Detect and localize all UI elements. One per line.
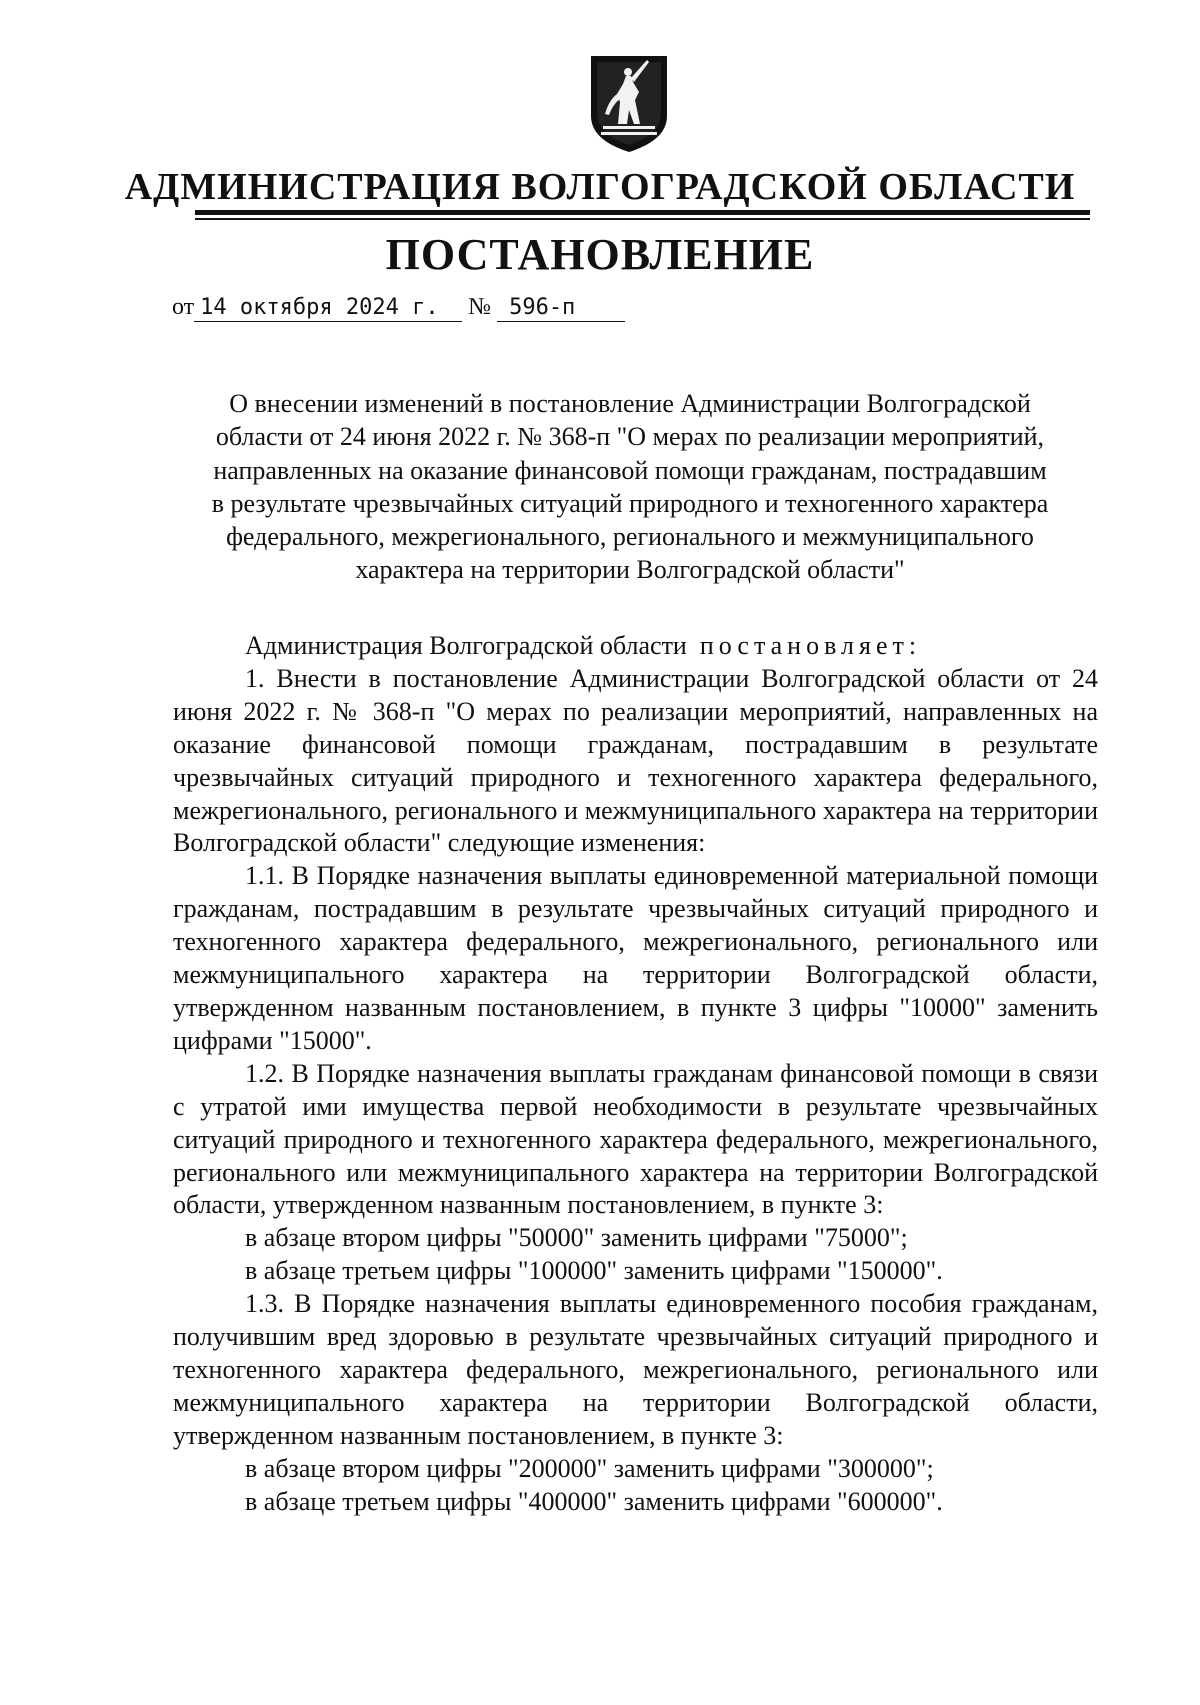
subject-line: федерального, межрегионального, регионального и межмуниципального: [226, 522, 1034, 552]
date-field: [194, 294, 462, 322]
paragraph-1-1: 1.1. В Порядке назначения выплаты единовременной материальной помощи гражданам, пострадавшим в результате чрезвычайных ситуаций природного и техногенного характера федерального, межрегионального, регионального или межмуниципального характера на территории Волгоградской области, утвержденном названным постановлением, в пункте 3 цифры "10000" заменить цифрами "15000".: [173, 861, 1098, 1055]
document-type: ПОСТАНОВЛЕНИЕ: [385, 230, 815, 279]
paragraph-1-2-a: в абзаце втором цифры "50000" заменить цифрами "75000";: [245, 1223, 908, 1253]
paragraph-1-3-b: в абзаце третьем цифры "400000" заменить цифрами "600000".: [245, 1486, 943, 1516]
paragraph-1-2-b: в абзаце третьем цифры "100000" заменить цифрами "150000".: [245, 1256, 943, 1286]
document-subject: [160, 387, 1100, 587]
document-number: 596-п: [509, 295, 576, 320]
paragraph-1-3-a: в абзаце втором цифры "200000" заменить цифрами "300000";: [245, 1453, 934, 1483]
paragraph-1-3: 1.3. В Порядке назначения выплаты единовременного пособия гражданам, получившим вред здоровью в результате чрезвычайных ситуаций природного и техногенного характера федерального, межрегионального, регионального или межмуниципального характера на территории Волгоградской области, утвержденном названным постановлением, в пункте 3:: [173, 1289, 1098, 1450]
subject-line: направленных на оказание финансовой помощи гражданам, пострадавшим: [213, 455, 1047, 485]
document-dateline: [172, 294, 625, 322]
subject-line: характера на территории Волгоградской области": [355, 555, 905, 585]
enacting-verb: постановляет:: [699, 631, 922, 660]
number-label: №: [468, 294, 492, 320]
enacting-subject: Администрация Волгоградской области: [245, 631, 687, 660]
header-rule-thick: [195, 210, 1090, 215]
paragraph-1-2: 1.2. В Порядке назначения выплаты гражданам финансовой помощи в связи с утратой ими имущества первой необходимости в результате чрезвычайных ситуаций природного и техногенного характера федерального, межрегионального, регионального или межмуниципального характера на территории Волгоградской области, утвержденном названным постановлением, в пункте 3:: [173, 1058, 1098, 1220]
paragraph-1: 1. Внести в постановление Администрации Волгоградской области от 24 июня 2022 г. № 368-п "О мерах по реализации мероприятий, направленных на оказание финансовой помощи гражданам, пострадавшим в результате чрезвычайных ситуаций природного и техногенного характера федерального, межрегионального, регионального и межмуниципального характера на территории Волгоградской области" следующие изменения:: [173, 663, 1098, 858]
date-label: от: [172, 294, 195, 320]
subject-line: области от 24 июня 2022 г. № 368-п "О мерах по реализации мероприятий,: [215, 422, 1045, 452]
enacting-clause: [173, 630, 1098, 663]
subject-line: О внесении изменений в постановление Администрации Волгоградской: [229, 389, 1031, 418]
document-body: [173, 630, 1098, 1518]
document-date: 14 октября 2024 г.: [200, 295, 439, 320]
organization-title: АДМИНИСТРАЦИЯ ВОЛГОГРАДСКОЙ ОБЛАСТИ: [124, 166, 1076, 208]
number-field: [497, 294, 625, 322]
subject-line: в результате чрезвычайных ситуаций природного и техногенного характера: [211, 488, 1049, 518]
volgograd-coat-of-arms-icon: [587, 54, 671, 154]
header-rule-thin: [195, 218, 1090, 220]
